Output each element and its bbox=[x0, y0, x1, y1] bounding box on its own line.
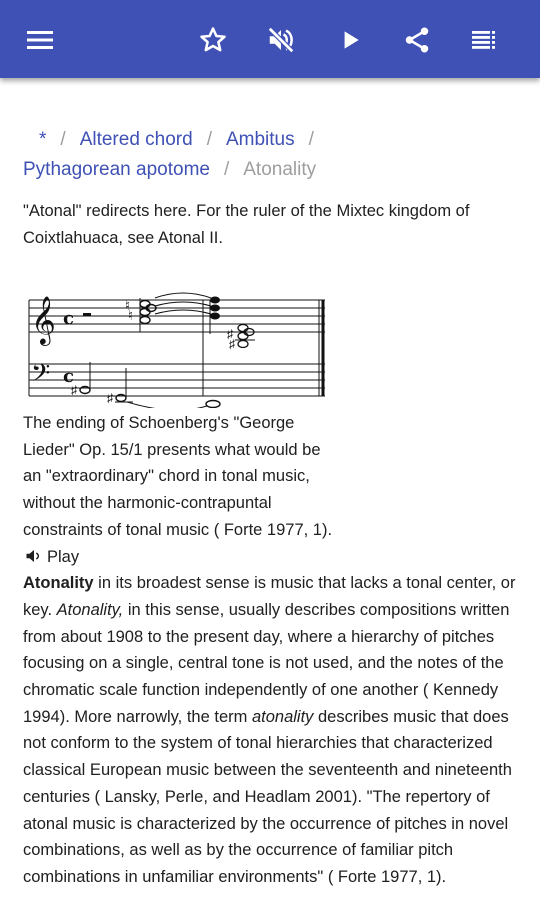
caption-text: The ending of Schoenberg's "George Lieder" Op. 15/1 presents what would be an "extraordinary" chord in tonal music, without the harmonic-contrapuntal constraints of tonal music ( Forte 1977, 1). bbox=[23, 414, 333, 539]
svg-text:♮: ♮ bbox=[128, 307, 134, 323]
article-paragraph bbox=[23, 570, 523, 890]
article-text-2: in this sense, usually describes compositions written from about 1908 to the present day, where a hierarchy of pitches focusing on a single, central tone is not used, and the notes of the chromatic scale function independently of one another ( Kennedy 1994). More narrowly, the term bbox=[23, 600, 510, 726]
hatnote: "Atonal" redirects here. For the ruler of the Mixtec kingdom of Coixtlahuaca, see Atonal II. bbox=[23, 202, 470, 247]
table-of-contents-button[interactable] bbox=[462, 18, 506, 62]
star-outline-icon bbox=[198, 25, 228, 55]
speaker-icon[interactable] bbox=[25, 548, 43, 564]
figure-caption bbox=[23, 410, 333, 570]
breadcrumb-current-page: Atonality bbox=[243, 159, 317, 180]
share-button[interactable] bbox=[395, 18, 439, 62]
breadcrumb-item-ambitus[interactable]: Ambitus bbox=[225, 129, 295, 150]
breadcrumb-line-2 bbox=[23, 155, 523, 185]
figure bbox=[23, 278, 333, 570]
hamburger-menu-icon bbox=[26, 29, 54, 51]
breadcrumb-item-root[interactable]: * bbox=[39, 129, 47, 150]
article-content bbox=[23, 78, 523, 891]
svg-text:𝄢: 𝄢 bbox=[31, 359, 51, 394]
svg-text:♯: ♯ bbox=[71, 383, 77, 397]
music-score-image[interactable] bbox=[23, 278, 333, 408]
play-audio-link[interactable]: Play bbox=[47, 547, 80, 566]
app-toolbar bbox=[0, 0, 540, 78]
bookmark-button[interactable] bbox=[191, 18, 235, 62]
svg-text:c: c bbox=[63, 308, 74, 329]
menu-button[interactable] bbox=[18, 18, 62, 62]
svg-text:c: c bbox=[63, 366, 74, 387]
article-text-3: describes music that does not conform to the system of tonal hierarchies that characterized classical European music between the seventeenth and nineteenth centuries ( Lansky, Perle, and Headlam 2001). "The repertory of atonal music is characterized by the occurrence of pitches in novel combinations, as well as by the occurrence of familiar pitch combinations in unfamiliar environments" ( Forte 1977, 1). bbox=[23, 707, 512, 886]
svg-text:𝄞: 𝄞 bbox=[31, 295, 56, 344]
breadcrumb-item-pythagorean-apotome[interactable]: Pythagorean apotome bbox=[23, 159, 210, 180]
breadcrumb-separator: / bbox=[223, 159, 230, 180]
breadcrumb-separator: / bbox=[308, 129, 314, 150]
play-button[interactable] bbox=[328, 18, 372, 62]
article-term-italic-2: atonality bbox=[251, 707, 314, 726]
svg-text:♯: ♯ bbox=[107, 391, 113, 405]
volume-off-icon bbox=[266, 25, 296, 55]
svg-text:♮: ♮ bbox=[125, 297, 131, 313]
breadcrumb-item-altered-chord[interactable]: Altered chord bbox=[79, 129, 193, 150]
article-term: Atonality bbox=[23, 574, 94, 593]
share-icon bbox=[402, 25, 432, 55]
svg-text:♯: ♯ bbox=[227, 327, 233, 341]
breadcrumb-line-1 bbox=[23, 125, 523, 155]
breadcrumb-separator: / bbox=[206, 129, 212, 150]
breadcrumb bbox=[23, 125, 523, 185]
list-icon bbox=[470, 29, 498, 51]
svg-text:♯: ♯ bbox=[229, 337, 235, 351]
article-term-italic: Atonality, bbox=[56, 600, 124, 619]
play-icon bbox=[337, 27, 363, 53]
article-text-1: in its broadest sense is music that lacks a tonal center, or key. bbox=[23, 574, 516, 619]
mute-button[interactable] bbox=[259, 18, 303, 62]
breadcrumb-separator: / bbox=[60, 129, 66, 150]
